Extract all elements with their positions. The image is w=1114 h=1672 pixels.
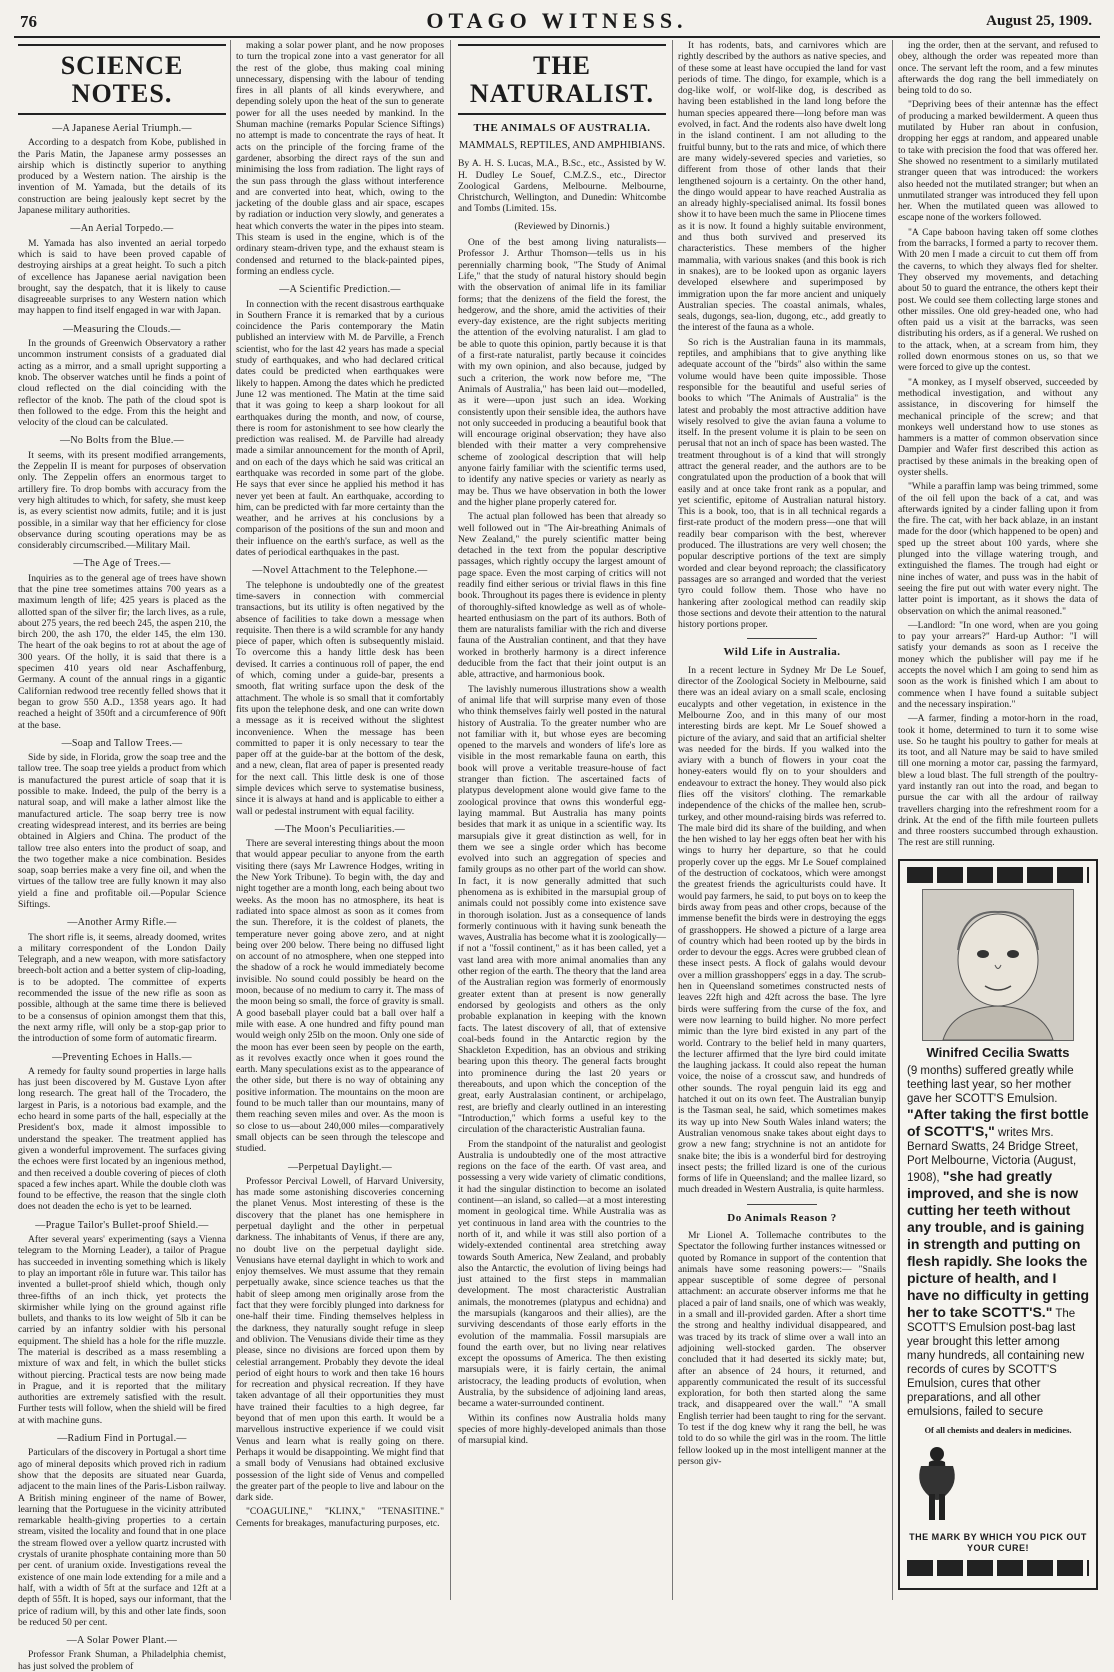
- fisherman-trademark-icon: [907, 1444, 967, 1524]
- note-paragraph: There are several interesting things about the moon that would appear peculiar to anyone from the earth visiting there (says Mr Lawrence Hodges, writing in the New York Tribune). To begin with, the day and night together are a month long, each being about two weeks. As the moon has no atmosphere, its heat is radiated into space almost as soon as it comes from the sun. Therefore, it is the coldest of planets, the temperature never going above zero, and at night being over 200 below. There being no diffused light on account of no atmosphere, when one stepped into the shadow of a rock he would immediately become invisible. No sound could possibly be heard on the moon, because of no medium to carry it. The mass of the moon being so small, the force of gravity is small. A good baseball player could bat a ball over half a mile with ease. A one hundred and fifty pound man would weigh only 25lb on the moon. Only one side of the moon has ever been seen by people on the earth, as it revolves exactly once when it goes round the earth. Many speculations exist as to the appearance of the other side, but there is no way of obtaining any positive information. The mountains on the moon are found to be much taller than our mountains, many of them reaching seven miles and over. As the moon is so close to us—about 240,000 miles—comparatively small objects can be seen through the telescope and studied.: [236, 838, 444, 1155]
- book-credit: By A. H. S. Lucas, M.A., B.Sc., etc., Assisted by W. H. Dudley Le Souef, C.M.Z.S., etc., Director Zoological Gardens, Melbourne. Melbourne, Christchurch, Wellington, and Dunedin: Whitcombe and Tombs (Limited. 15s.: [458, 158, 666, 215]
- note-heading: —No Bolts from the Blue.—: [60, 435, 184, 447]
- article-paragraph: Mr Lionel A. Tollemache contributes to the Spectator the following further instances witnessed or quoted by Romance in support of the contention that animals have some reasoning powers:— "Snails appear susceptible of some degree of personal attachment: an accurate observer informs me that he placed a pair of land snails, one of which was weakly, in a small and ill-provided garden. After a short time the strong and healthy individual disappeared, and was traced by its track of slime over a wall into an adjoining well-stocked garden. The observer concluded that it had deserted its sickly mate; but, after an absence of 24 hours, it returned, and apparently communicated the result of its successful exploration, for both then started along the same track, and disappeared over the wall." "A small English terrier had been taught to ring for the servant. To test if the dog knew why it rang the bell, he was told to do so while the girl was in the room. The little fellow looked up in the most intelligent manner at the person giv-: [678, 1229, 886, 1467]
- article-paragraph: In a recent lecture in Sydney Mr De Le Souef, director of the Zoological Society in Melbourne, said there was an ideal aviary on a small scale, enclosing eucalypts and other vegetation, in existence in the Melbourne Zoo, and in this many of our most interesting birds are kept. Mr Le Souef showed a picture of the aviary, and said that an artificial shelter was needed for the birds. If you walked into the aviary with a bunch of flowers in your coat the honey-eaters would fly on to your shoulders and endeavour to extract the honey. They would also pick flies off the visitors' clothing. The remarkable independence of the chicks of the mallee hen, scrub-turkey, and other mound-raising birds was referred to. The male bird did its share of the building, and when the hen wished to lay her eggs often beat her with his wings to hurry her departure, so that he could properly cover up the eggs. Mr Le Souef complained of the destruction of cockatoos, which were amongst the greatest friends the agriculturists could have. It would pay farmers, he said, to put boys on to keep the birds away from peas and other crops, because of the immense benefit the birds were in destroying the eggs of grasshoppers. He showed a picture of a large area of country which had been rooted up by the birds in order to devour the eggs. Acres were grubbed clean of these insect pests. A flock of galahs would devour over a million grasshoppers' eggs in a day. The scrub-hen in Queensland sometimes constructed nests of leaves 22ft high and 42ft across the base. The lyre birds were suffering from the curse of the fox, and were now learning to build higher. No more perfect mimic than the lyre bird existed in any part of the world. Contrary to the belief held in many quarters, the lecturer affirmed that the lyre bird could imitate the laughing jackass. It could also repeat the human voice, the noise of a crosscut saw, and hundreds of other sounds. The royal penguin laid its egg and hatched it out on its own feet. The Australian bunyip is the Tasman seal, he said, which sometimes makes its way up into New South Wales inland waters; the Australian venomous snake takes about eight days to grow a new fang; strychnine is not an antidote for snake bite; the ibis is a wonderful bird for destroying insect pests; the frilled lizard is one of the curious forms of life in Queensland; and the mallee lizard, so much dreaded in Western Australia, is quite harmless.: [678, 664, 886, 1196]
- article-paragraph: "Depriving bees of their antennæ has the effect of producing a marked bewilderment. A queen thus mutilated by Huber ran about in confusion, dropping her eggs at random, and appeared unable to take with precision the food that was offered her. She showed no resentment to a similarly mutilated stranger queen that was introduced: the workers also heeded not the mutilated stranger; but when an unmutilated stranger was introduced they fell upon her. When the mutilated queen was allowed to escape none of the workers followed.: [898, 99, 1098, 224]
- note-heading: —Perpetual Daylight.—: [287, 1161, 393, 1173]
- note-paragraph: After several years' experimenting (says a Vienna telegram to the Morning Leader), a tailor of Prague has succeeded in inventing something which is likely to play an important rôle in future war. This tailor has invented a bullet-proof shield which, though only three-fifths of an inch thick, yet protects the skirmisher while lying on the ground against rifle bullets, and thanks to its low weight of 5lb it can be carried by an infantry soldier with his personal equipment. The shield has a hole for the rifle muzzle. The material is described as a mass resembling a mixture of wax and felt, in which the bullet sticks without piercing. Practical tests are now being made in Prague, and it is reported that the military authorities are extremely satisfied with the result. Further tests will follow, when the shield will be fired at with machine guns.: [18, 1234, 226, 1426]
- divider: [747, 638, 817, 639]
- advert-quote-1: "After taking the first bottle of SCOTT'S,": [907, 1106, 1089, 1140]
- advert-text: [907, 1064, 1089, 1419]
- advert-banner: [907, 867, 1089, 883]
- masthead: [14, 6, 1100, 38]
- note-paragraph: making a solar power plant, and he now proposes to turn the tropical zone into a vast generator for all the rest of the globe, thus making coal mining unnecessary, dispensing with the labour of tending fires in all plants of all kinds everywhere, and depending solely upon the heat of the sun to generate power for all the uses needed by mankind. In the Shuman machine (remarks Popular Science Siftings) no attempt is made to concentrate the rays of heat. It acts on the principle of the forcing frame of the gardener, absorbing the direct rays of the sun and minimising the loss from radiation. The light rays of the sun pass through the glass without interference and are converted into heat, which, owing to the jacketing of the double glass and air space, escapes by radiation or induction very slowly, and generates a heat which converts the water in the pipes into steam. This steam is used in the engine, which is of the ordinary steam-driven type, and the exhaust steam is condensed and returned to the black-painted pipes, forming an endless cycle.: [236, 40, 444, 277]
- advert-name: Winifred Cecilia Swatts: [926, 1044, 1070, 1060]
- newspaper-title: OTAGO WITNESS.: [426, 8, 688, 33]
- reviewer: (Reviewed by Dinornis.): [514, 220, 610, 232]
- note-paragraph: In the grounds of Greenwich Observatory a rather uncommon instrument consists of a graduated dial acting as a mirror, and a small upright supporting a knob. The observer watches until he finds a point of cloud reflected on the dial coinciding with the reflector of the knob. The path of the cloud spot is then followed to the edge. From this the height and velocity of the cloud can be calculated.: [18, 338, 226, 429]
- issue-date: August 25, 1909.: [986, 13, 1092, 29]
- section-title: THE NATURALIST.: [458, 44, 666, 115]
- baby-portrait-icon: [923, 890, 1073, 1040]
- page-number: 76: [20, 12, 37, 31]
- section-title: SCIENCE NOTES.: [18, 44, 226, 115]
- note-heading: —Measuring the Clouds.—: [63, 323, 181, 335]
- note-paragraph: Professor Percival Lowell, of Harvard University, has made some astonishing discoveries concerning the planet Venus. Most interesting of these is the discovery that the planet has one hemisphere in perpetual daylight and the other in perpetual darkness. The inhabitants of Venus, if there are any, no doubt live on the perpetual daylight side. Venusians have eternal daylight in which to work and enjoy themselves. We must assume that they remain perpetually awake, since science teaches us that the habit of sleep among men originally arose from the fact that they were forcibly plunged into darkness for one-half their time. Finding themselves helpless in the darkness, they naturally sought refuge in sleep and oblivion. The Venusians divide their time as they please, since no divisions are forced upon them by celestial arrangement. Probably they devote the ideal period of eight hours to work and then take 16 hours for recreation and physical recreation. If they have taken advantage of all their opportunities they must have trained their faculties to a high degree, far beyond that of men upon this earth. It would be a marvellous instructive experience if we could visit Venus and learn what is really going on there. Perhaps it would be disappointing. We might find that a small body of Venusians had obtained exclusive possession of the light side of Venus and compelled the greater part of the people to live and labour on the dark side.: [236, 1175, 444, 1504]
- note-heading: —Preventing Echoes in Halls.—: [52, 1051, 192, 1063]
- book-title: MAMMALS, REPTILES, AND AMPHIBIANS.: [459, 140, 665, 152]
- article-paragraph: "While a paraffin lamp was being trimmed, some of the oil fell upon the back of a cat, and was afterwards ignited by a cinder falling upon it from the fire. The cat, with her back ablaze, in an instant made for the door (which happened to be open) and sped up the street about 100 yards, where she plunged into the village watering trough, and extinguished the flames. The trough had eight or nine inches of water, and puss was in the habit of seeing the fire put out with water every night. The latter point is important, as it shows the data of observation on which the animal reasoned.": [898, 481, 1098, 617]
- column-naturalist: [458, 40, 666, 1600]
- advert-trademark-caption: THE MARK BY WHICH YOU PICK OUT YOUR CURE!: [909, 1531, 1087, 1553]
- note-heading: —Radium Find in Portugal.—: [57, 1433, 187, 1445]
- note-heading: —The Age of Trees.—: [73, 558, 171, 570]
- article-headline: THE ANIMALS OF AUSTRALIA.: [473, 122, 651, 134]
- advert-footer: Of all chemists and dealers in medicines.: [924, 1425, 1072, 1436]
- note-paragraph: M. Yamada has also invented an aerial torpedo which is said to have been proved capable of destroying airships at a great height. To such a pitch of excellence has Japanese aerial navigation been brought, say the despatch, that it is likely to cause disagreeable surprises to any Western nation which may happen to find itself engaged in war with Japan.: [18, 237, 226, 317]
- article-paragraph: Within its confines now Australia holds many species of more highly-developed animals than those of marsupial kind.: [458, 1412, 666, 1447]
- note-paragraph: Particulars of the discovery in Portugal a short time ago of mineral deposits which proved rich in radium show that the deposits are situated near Guarda, adjacent to the main lines of the Paris-Lisbon railway. A British mining engineer of the name of Bower, learning that the Portuguese in the vicinity attributed remarkable health-giving properties to a certain stream, visited the locality and found that in one place the stream flowed over a yellow quartz incrusted with crystals of uranite phosphate containing more than 50 per cent. of uranium oxide. Investigations reveal the existence of one main lode extending for a mile and a half, with a width of 5ft at the surface and 12ft at a depth of 55ft. It is hoped, says our informant, that the price of radium will, by this and other late finds, soon be reduced 50 per cent.: [18, 1447, 226, 1628]
- note-paragraph: In connection with the recent disastrous earthquake in Southern France it is remarked that by a curious coincidence the Paris contemporary the Matin published an interview with M. de Parville, a French scientist, who for the last 42 years has made a special study of earthquakes, and who had declared critical dates could be predicted when earthquakes were likely to happen. Among the dates which he predicted June 12 was mentioned. The Matin at the time said that it was going to keep a sharp lookout for all earthquakes during the month, and now, of course, there is room for astonishment to see how clearly the prediction was realised. M. de Parville had already made a similar announcement for the month of April, and on each of the days which he said was critical an earthquake was recorded in some part of the globe. He says that ever since he applied his method it has never yet been at fault. An earthquake, according to him, can be predicted with far more certainty than the weather, and he arrives at his conclusions by a comparison of the positions of the sun and moon and their influence on the earth's surface, as well as the dates of periodical earthquakes in the past.: [236, 298, 444, 559]
- note-paragraph: A remedy for faulty sound properties in large halls has just been discovered by M. Gustave Lyon after long research. The great hall of the Trocadero, the largest in Paris, is a notorious bad example, and the echo heard in some parts of the hall, especially at the President's box, made it almost impossible to understand the speaker. The treatment applied has given a wonderful improvement. The surfaces giving the echoes were first located by an ingenious method, and then received a double covering of pieces of cloth spaced a few inches apart. While the double cloth was found to be effective, the reason that the single cloth does not deaden the echo is yet to be learned.: [18, 1065, 226, 1213]
- column-rule: [230, 40, 231, 1600]
- column-rule: [892, 40, 893, 1600]
- note-heading: —A Japanese Aerial Triumph.—: [52, 123, 192, 134]
- note-paragraph: Side by side, in Florida, grow the soap tree and the tallow tree. The soap tree yields a product from which is manufactured the purest article of soap that it is possible to make. Indeed, the pulp of the berry is a natural soap, and will make a lather almost like the manufactured article. The soap berry tree is now creating widespread interest, and its berries are being obtained in Algiers and China. The product of the tallow tree also enters into the product of soap, and the two together make a nice combination. Besides soap, soap berries make a very fine oil, and when the virtues of the tallow tree are fully known it may also yield a fine and profitable oil.—Popular Science Siftings.: [18, 752, 226, 910]
- article-paragraph: From the standpoint of the naturalist and geologist Australia is undoubtedly one of the most attractive regions on the face of the earth. Of vast area, and possessing a very wide variety of climatic conditions, it had the singular distinction to become an isolated continent—an island, so called—at a most interesting moment in geological time. While Australia was as yet continuous in land area with the countries to the north of it, and while it was still also portion of a widely-extended continental area stretching away towards South America, New Zealand, and probably also the Antarctic, the evolution of living beings had just attained to the first steps in mammalian development. The most characteristic Australian animals, the monotremes (platypus and echidna) and the marsupials (kangaroos and their allies), are the surviving descendants of those early efforts in the evolution of the mammalia. Fossil marsupials are found the earth over, but no living near relatives except the opossums of America. The then existing marsupials were, it is fairly certain, the animal aristocracy, the leading products of evolution, when Australia, by the subsidence of adjoining land areas, became a water-surrounded continent.: [458, 1138, 666, 1410]
- article-paragraph: ing the order, then at the servant, and refused to obey, although the order was repeated more than once. The servant left the room, and a few minutes afterwards the dog rang the bell immediately on being told to do so.: [898, 40, 1098, 97]
- note-heading: —Prague Tailor's Bullet-proof Shield.—: [35, 1219, 209, 1231]
- article-paragraph: —Landlord: "In one word, when are you going to pay your arrears?" Hard-up Author: "I will satisfy your demands as soon as I receive the money which the publisher will pay me if he accepts the novel which I am going to send him as soon as the work is finished which I am about to commence when I have found a suitable subject and the necessary inspiration.": [898, 619, 1098, 710]
- column-science-notes: [18, 40, 226, 1672]
- column-misc: [898, 40, 1098, 1600]
- article-paragraph: "A Cape baboon having taken off some clothes from the barracks, I formed a party to recover them. With 20 men I made a circuit to cut them off from the caverns, to which they always fled for shelter. They observed my movements, and detaching about 50 to guard the entrance, the others kept their post. We could see them collecting large stones and other missiles. One old grey-headed one, who had often paid us a visit at the barracks, was seen distributing his orders, as if a general. We rushed on to the attack, when, at a scream from him, they rolled down enormous stones on us, so that we were forced to give up the contest.: [898, 226, 1098, 374]
- article-paragraph: "A monkey, as I myself observed, succeeded by methodical investigation, and without any assistance, in discovering for himself the mechanical principle of the screw; and that monkeys well understand how to use stones as hammers is a matter of common observation since Dampier and Wafer first described this action as practised by these animals in the breaking open of oyster shells.: [898, 376, 1098, 478]
- note-heading: —Novel Attachment to the Telephone.—: [252, 565, 428, 577]
- note-paragraph: "COAGULINE," "KLINX," "TENASITINE." Cements for breakages, manufacturing purposes, etc.: [236, 1506, 444, 1529]
- article-paragraph: The actual plan followed has been that already so well followed out in "The Air-breathing Animals of New Zealand," the purely scientific matter being detached in the text from the popular descriptive passages, which rightly occupy the largest amount of page space. Even the most carping of critics will not readily find either serious or trivial flaws in this fine book. Throughout its pages there is evidence in plenty of thoroughly-sifted knowledge as well as of whole-hearted enthusiasm on the part of its authors. Both of them are naturalists familiar with the rich and diverse fauna of the Australian continent, and that they have worked in brotherly harmony is a direct inference deducible from the fact that their joint output is an able, attractive, and harmonious book.: [458, 511, 666, 681]
- note-heading: —A Scientific Prediction.—: [279, 284, 401, 296]
- article-paragraph: The lavishly numerous illustrations show a wealth of animal life that will surprise many even of those who think themselves fairly well posted in the natural history of Australia. To the greater number who are not familiar with it, but whose eyes are becoming opened to the marvels and wonders of life's lore as visible in the most remarkable fauna on earth, this book will prove a veritable treasure-house of fact stranger than fiction. The ascertained facts of platypus development alone would give fame to the zoological province that owns this wonderful egg-laying mammal. But Australia has many points besides that mark it as unique in a scientific way. Its marsupials give it great distinction as well, for in them we see a single order which has become evolved into such an aggregation of species and family groups as no other part of the world can show. In fact, it is now generally admitted that such phenomena as is exhibited in the marsupial group of animals could not possibly come into existence save in thorough isolation. Just as a consequence of lands formerly continuous with it having sunk beneath the waves, Australia has become what it is zoologically—if not a "fossil continent," as it has been called, yet a vast land area with more animal anomalies than any other region of the earth. The theory that the land area of the Australian region was formerly of enormously greater extent than at present is now generally endorsed by geologists and others as the only probable explanation in keeping with the known facts. The latest discovery of all, that of extensive coal-beds found in the Antarctic region by the Shackleton Expedition, has an obvious and striking bearing upon this theory. The general facts brought into prominence during the last 20 years or thereabouts, and upon which the conception of the great, early Australasian continent, or archipelago, rest, are briefly and clearly outlined in an interesting "Introduction," which forms a useful key to the circulation of the characteristic Australian fauna.: [458, 683, 666, 1136]
- column-science-notes-cont: [236, 40, 444, 1600]
- note-paragraph: The telephone is undoubtedly one of the greatest time-savers in connection with commercial transactions, but its utility is often negatived by the absence of facilities to take down a message when requisite. Then there is a wild scramble for any handy piece of paper, which often is subsequently mislaid. To overcome this a handy little desk has been devised. It carries a continuous roll of paper, the end of which, coming under a guide-bar, presents a smooth, flat writing surface upon the desk of the attachment. The whole is so small that it comfortably fits upon the telephone desk, and one can write down a message as it is received without the slightest inconvenience. When the message has been committed to paper it is only necessary to tear the paper off at the guide-bar at the bottom of the desk, and a new, clean, flat area of paper is presented ready for the next call. This little desk is one of those simple devices which serve to systematise business, since it is always at hand and is applicable to either a wall or pedestal instrument with equal facility.: [236, 579, 444, 817]
- article-headline: Wild Life in Australia.: [723, 646, 841, 659]
- baby-portrait-image: [922, 889, 1074, 1041]
- article-paragraph: One of the best among living naturalists—Professor J. Arthur Thomson—tells us in his perennially charming book, "The Study of Animal Life," that the study of natural history should begin with the observation of animal life in its familiar forms; that the denizens of the field the forest, the hedgerow, and the shore, amid the activities of their every-day existence, are the right subjects meriting the attention of the evolving naturalist. I am glad to be able to quote this opinion, partly because it is that of a first-rate naturalist, partly because it coincides with my own opinion, and also because, judged by such a criterion, the work now before me, "The Animals of Australia," has been laid out—modelled, as it were—upon just such an idea. Working consistently upon their sensible idea, the authors have not only succeeded in producing a beautiful book that will encourage original observation; they have also blended with their matter a very comprehensive scheme of zoological description that will help anyone fairly familiar with the scientific terms used, to identify any native species or variety as nearly as may be. Thus we have observation in both the lower and the higher plane properly catered for.: [458, 237, 666, 508]
- note-paragraph: The short rifle is, it seems, already doomed, writes a military correspondent of the London Daily Telegraph, and a new weapon, with more satisfactory breech-bolt action and a better system of clip-loading, is to be adopted. The committee of experts recommended the issue of the new rifle as soon as possible, although at the same time there is believed to be a consensus of opinion amongst them that this, the next army rifle, will only be a stop-gap prior to the introduction of some form of automatic firearm.: [18, 931, 226, 1045]
- column-rule: [450, 40, 451, 1600]
- note-heading: —Another Army Rifle.—: [67, 917, 177, 929]
- note-heading: —A Solar Power Plant.—: [66, 1635, 178, 1647]
- note-paragraph: Professor Frank Shuman, a Philadelphia chemist, has just solved the problem of: [18, 1649, 226, 1672]
- divider: [747, 1204, 817, 1205]
- note-heading: —The Moon's Peculiarities.—: [274, 823, 406, 835]
- article-paragraph: So rich is the Australian fauna in its mammals, reptiles, and amphibians that to give anything like adequate account of the "birds" also within the same volume would have been quite impossible. Those responsible for the beautiful and useful series of books to which "The Animals of Australia" is the latest and probably the most attractive addition have wisely resolved to give the avian fauna a volume to itself. In the present volume it is plain to be seen on perusal that not an inch of space has been wasted. The treatment throughout is of a kind that will strongly attract the general reader, and the authors are to be congratulated upon the production of a book that will easily and at once take front rank as a popular, and yet scientific, epitome of Australian natural history. This is a book, too, that is in all technical regards a first-rate product of the modern press—one that will readily bear comparison with the best, wherever produced. The illustrations are very well chosen; the popular descriptive portions of the text are simply worded and clear beyond reproach; the classificatory passages are so arranged and worded that the veriest tyro could follow them. Those who have no hankering after zoological method can readily skip those sections and devote their attention to the natural history portions proper.: [678, 336, 886, 631]
- column-naturalist-cont: [678, 40, 886, 1600]
- advert-banner: [907, 1560, 1089, 1576]
- advert-closing: The SCOTT'S Emulsion post-bag last year brought this letter among many hundreds, all containing new records of cures by SCOTT'S Emulsion, cures that other preparations, and all other emulsions, failed to secure: [907, 1308, 1085, 1419]
- note-paragraph: Inquiries as to the general age of trees have shown that the pine tree sometimes attains 700 years as a maximum length of life; 425 years is placed as the allotted span of the silver fir; the larch lives, as a rule, about 275 years, the red beech 245, the aspen 210, the birch 200, the ash 170, the elder 145, the elm 130. The heart of the oak begins to rot at about the age of 300 years. Of the holly, it is said that there is a specimen 410 years old near Aschaffenburg, Germany. A count of the annual rings in a gigantic Californian redwood tree recently felled shows that it began to grow 550 A.D., 1358 years ago. It had reached a height of 350ft and a circumference of 90ft at the base.: [18, 572, 226, 731]
- advert-writer: writes Mrs. Bernard Swatts, 24 Bridge Street, Port Melbourne, Victoria (August, 1908),: [907, 1127, 1079, 1185]
- article-headline: Do Animals Reason ?: [727, 1211, 837, 1224]
- scotts-emulsion-advert: [898, 859, 1098, 1590]
- note-paragraph: It seems, with its present modified arrangements, the Zeppelin II is meant for purposes of observation only. The Zeppelin offers an enormous target to artillery fire. To drop bombs with accuracy from the very high altitudes to which, for safety, she must keep is, as every scientist now admits, futile; and it is just possible, in a similar way that her efficiency for close observance during scouting operations may be as considerably circumscribed.—Military Mail.: [18, 449, 226, 552]
- advert-intro: (9 months) suffered greatly while teething last year, so her mother gave her SCOTT'S Emulsion.: [907, 1065, 1074, 1106]
- advert-quote-2: "she had greatly improved, and she is now cutting her teeth without any trouble, and is gaining in strength and putting on flesh rapidly. She looks the picture of health, and I have no difficulty in getting her to take SCOTT'S.": [907, 1168, 1089, 1321]
- column-rule: [672, 40, 673, 1600]
- article-paragraph: It has rodents, bats, and carnivores which are rightly described by the authors as native species, and of these some at least have occupied the land for vast periods of time. The dingo, for example, which is a dog-like wolf, or wolf-like dog, is described as having been established in the land long before the human species appeared there—long before man was evolved, in fact. And the rodents also have dwelt long in the island continent. I am not alluding to the fruitful bunny, but to the rats and mice, of which there are many widely-severed species and varieties, so different from those of other lands that their lengthened sojourn is a certainty. On the other hand, the dingo would appear to have reached Australia as an already highly-specialised animal. Its fossil bones show it to have been much the same in Pliocene times as it is now. It found a highly suitable environment, and thus both survived and preserved its characteristics. These members of the higher mammalia, with various snakes (and this book is rich in snakes), are to be looked upon as organic layers developed elsewhere and superimposed by immigration upon the far more ancient and uniquely Australian species. The coastal animals, whales, seals, dugongs, sea-lion, dugong, etc., add greatly to the interest of the fauna as a whole.: [678, 40, 886, 334]
- note-heading: —An Aerial Torpedo.—: [70, 223, 174, 235]
- note-heading: —Soap and Tallow Trees.—: [61, 737, 183, 749]
- note-paragraph: According to a despatch from Kobe, published in the Paris Matin, the Japanese army possesses an airship which is distinctly superior to anything produced by a Western nation. The airship is the invention of M. Yamada, but the details of its construction are being jealously kept secret by the Japanese military authorities.: [18, 137, 226, 217]
- article-paragraph: —A farmer, finding a motor-horn in the road, took it home, determined to turn it to some wise use. So he taught his poultry to gather for meals at its toot, and all Nature may be said to have smiled till one morning a motor car, passing the farmyard, blew a loud blast. The full strength of the poultry-yard instantly ran out into the road, and began to pursue the car with all the ardour of railway travellers charging into the refreshment room for a drink. At the end of the fifth mile fourteen pullets and three roosters succumbed through exhaustion. The rest are still running.: [898, 713, 1098, 849]
